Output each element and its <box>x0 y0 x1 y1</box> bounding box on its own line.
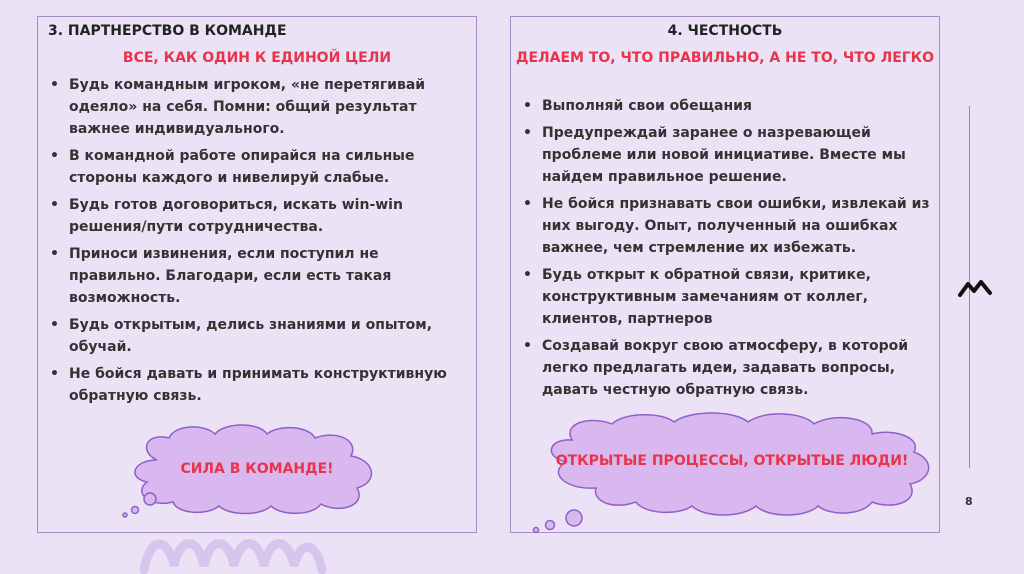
panel-subtitle: ДЕЛАЕМ ТО, ЧТО ПРАВИЛЬНО, А НЕ ТО, ЧТО ЛЕГКО <box>515 50 935 66</box>
list-item: • Будь открыт к обратной связи, критике, конструктивным замечаниям от коллег, клиентов, партнеров <box>523 264 935 330</box>
list-item: • Не бойся давать и принимать конструктивную обратную связь. <box>50 363 470 407</box>
panel-title: 4. ЧЕСТНОСТЬ <box>667 23 783 39</box>
cloud-icon <box>512 410 952 535</box>
thought-cloud-right <box>512 410 952 535</box>
panel-subtitle: ВСЕ, КАК ОДИН К ЕДИНОЙ ЦЕЛИ <box>122 50 392 66</box>
cloud-caption: СИЛА В КОМАНДЕ! <box>180 461 334 477</box>
brand-logo-icon <box>957 278 993 298</box>
list-item: • Выполняй свои обещания <box>523 95 935 117</box>
decorative-squiggle-icon <box>140 530 340 574</box>
list-item: • Будь готов договориться, искать win-win решения/пути сотрудничества. <box>50 194 470 238</box>
panel-title: 3. ПАРТНЕРСТВО В КОМАНДЕ <box>48 23 287 39</box>
thought-cloud-left <box>117 422 397 517</box>
list-item: • Будь открытым, делись знаниями и опытом, обучай. <box>50 314 470 358</box>
list-item: • Не бойся признавать свои ошибки, извлекай из них выгоду. Опыт, полученный на ошибках важнее, чем стремление их избежать. <box>523 193 935 259</box>
bullet-list <box>523 95 935 406</box>
list-item: • Создавай вокруг свою атмосферу, в которой легко предлагать идеи, задавать вопросы, давать честную обратную связь. <box>523 335 935 401</box>
cloud-caption: ОТКРЫТЫЕ ПРОЦЕССЫ, ОТКРЫТЫЕ ЛЮДИ! <box>555 453 909 469</box>
list-item: • Приноси извинения, если поступил не правильно. Благодари, если есть такая возможность. <box>50 243 470 309</box>
list-item: • Будь командным игроком, «не перетягивай одеяло» на себя. Помни: общий результат важнее индивидуального. <box>50 74 470 140</box>
page-number: 8 <box>965 495 973 508</box>
list-item: • В командной работе опирайся на сильные стороны каждого и нивелируй слабые. <box>50 145 470 189</box>
bullet-list <box>50 74 470 412</box>
list-item: • Предупреждай заранее о назревающей проблеме или новой инициативе. Вместе мы найдем правильное решение. <box>523 122 935 188</box>
